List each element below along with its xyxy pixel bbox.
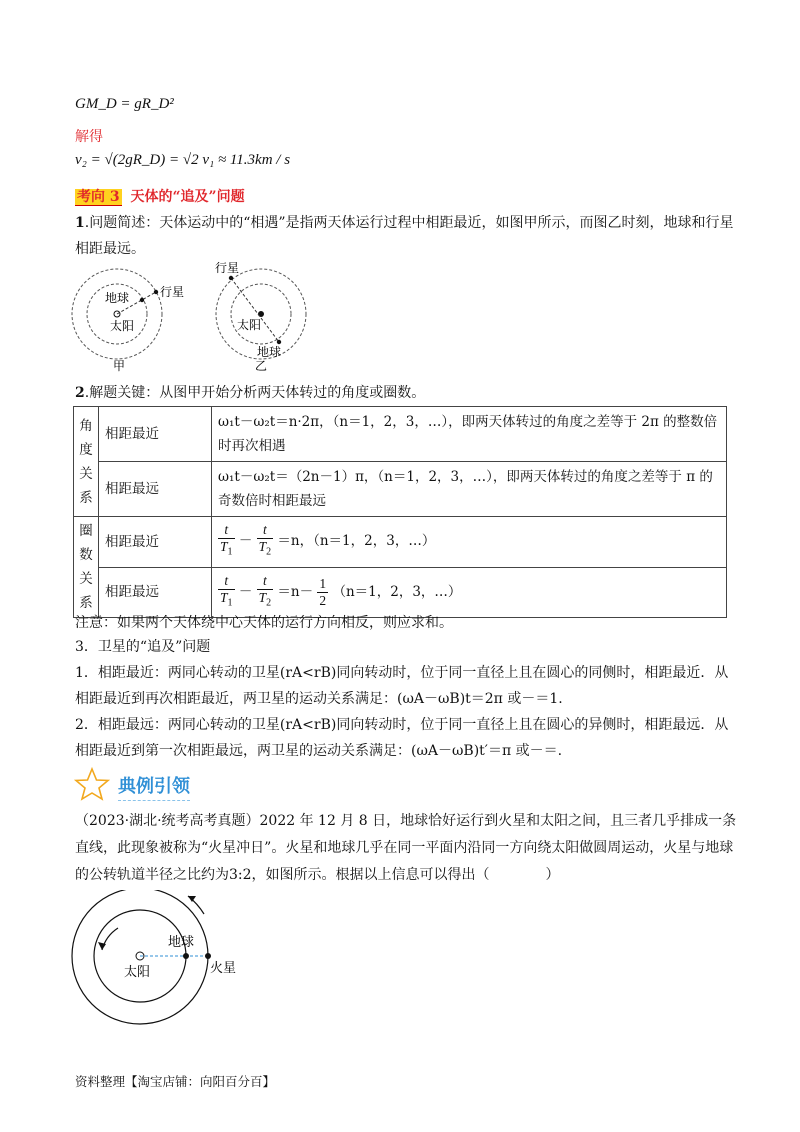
earth-label-yi: 地球 — [257, 345, 282, 359]
frac-sub: 2 — [266, 597, 272, 609]
relation-table — [73, 406, 727, 618]
frac-sub: 1 — [227, 547, 233, 559]
row-label: 相距最远 — [99, 462, 212, 517]
frac-sub: 2 — [266, 547, 272, 559]
earth-marker — [183, 953, 189, 959]
paragraph-problem-intro — [75, 210, 740, 262]
frac-den — [218, 590, 235, 612]
fraction-half — [317, 576, 328, 609]
row-content-text: （n＝1，2，3，…） — [332, 583, 462, 600]
example-title: 典例引领 — [118, 772, 190, 801]
row-label: 相距最近 — [99, 517, 212, 568]
planet-dot-jia — [154, 290, 158, 294]
satellite-nearest: 1．相距最近：两同心转动的卫星(rA<rB)同向转动时，位于同一直径上且在圆心的同侧时，相距最近．从相距最近到再次相距最近，两卫星的运动关系满足：(ωA－ωB)t＝2π 或－＝1. — [75, 665, 729, 707]
outer-arrow-head — [188, 896, 196, 902]
section-title: 天体的“追及”问题 — [130, 189, 245, 205]
row-content: ω₁t－ω₂t＝n·2π，（n＝1，2，3，…），即两天体转过的角度之差等于 2π 的整数倍时再次相遇 — [212, 407, 727, 462]
row-label: 相距最远 — [99, 567, 212, 618]
mars-label: 火星 — [210, 961, 237, 976]
question-text: （2023·湖北·统考高考真题）2022 年 12 月 8 日，地球恰好运行到火星和太阳之间，且三者几乎排成一条直线，此现象被称为“火星冲日”。火星和地球几乎在同一平面内沿同一方向绕太阳做圆周运动，火星与地球的公转轨道半径之比约为3:2，如图所示。根据以上信息可以得出（ ） — [75, 813, 737, 883]
example-heading — [72, 766, 272, 802]
star-icon — [72, 766, 112, 802]
frac-T: T — [258, 589, 267, 605]
satellite-heading: 3．卫星的“追及”问题 — [75, 639, 211, 655]
row-content-text: ＝n，（n＝1，2，3，…） — [277, 533, 436, 550]
fraction-t-over-T2 — [257, 522, 274, 561]
frac-num: 1 — [319, 575, 327, 591]
para-text: .解题关键：从图甲开始分析两天体转过的角度或圈数。 — [84, 385, 426, 401]
row-label: 相距最近 — [99, 407, 212, 462]
link-line-yi — [231, 278, 279, 342]
frac-den: 2 — [319, 592, 327, 608]
frac-num: t — [257, 573, 274, 590]
formula-gravity: GM_D = gR_D² — [75, 96, 174, 112]
sun-label: 太阳 — [124, 965, 151, 980]
paragraph-key-point — [75, 380, 740, 406]
table-row — [74, 517, 727, 568]
frac-sub: 1 — [227, 597, 233, 609]
caption-yi: 乙 — [255, 359, 268, 373]
earth-label: 地球 — [168, 935, 195, 950]
frac-T: T — [220, 539, 228, 555]
row-content-laps-farthest: $\frac{t}{T_1}$ － $\frac{t}{T_2}$ ＝n－ $\frac{1}{2}$ （n＝1，2，3，…） — [212, 567, 727, 618]
frac-num: t — [218, 522, 235, 539]
figure-jia — [72, 269, 184, 373]
satellite-farthest: 2．相距最远：两同心转动的卫星(rA<rB)同向转动时，位于同一直径上且在圆心的异侧时，相距最远．从相距最近到第一次相距最远，两卫星的运动关系满足：(ωA－ωB)t′＝π 或－＝. — [75, 717, 729, 759]
group-laps: 圈数关系 — [74, 517, 99, 618]
sun-yi — [258, 311, 264, 317]
footer-source: 资料整理【淘宝店铺：向阳百分百】 — [75, 1074, 276, 1089]
figure-mars-opposition — [70, 890, 270, 1065]
note-text: 注意：如果两个天体绕中心天体的运行方向相反，则应求和。 — [75, 615, 453, 631]
row-mid-text: ＝n－ — [277, 583, 314, 600]
planet-label-jia: 行星 — [160, 285, 185, 299]
fraction-t-over-T1 — [218, 522, 235, 561]
table-row — [74, 407, 727, 462]
frac-den — [257, 539, 274, 561]
frac-T: T — [220, 589, 228, 605]
earth-dot-jia — [140, 298, 144, 302]
figure-yi — [215, 261, 306, 373]
table-row — [74, 462, 727, 517]
inner-rotation-arrow — [102, 928, 118, 950]
para-text: .问题简述：天体运动中的“相遇”是指两天体运行过程中相距最近，如图甲所示，而图乙时刻，地球和行星相距最远。 — [75, 215, 734, 257]
earth-dot-yi — [277, 340, 281, 344]
figure-orbits-jia-yi — [65, 258, 325, 378]
planet-dot-yi — [229, 276, 233, 280]
frac-den — [257, 590, 274, 612]
planet-label-yi: 行星 — [215, 261, 240, 275]
sun-label-yi: 太阳 — [237, 318, 262, 332]
section-heading — [75, 186, 245, 206]
frac-num: t — [257, 522, 274, 539]
sun-label-jia: 太阳 — [110, 319, 135, 333]
fraction-t-over-T2 — [257, 573, 274, 612]
earth-label-jia: 地球 — [105, 291, 130, 305]
section-tag: 考向 3 — [77, 189, 120, 205]
solve-label: 解得 — [75, 129, 103, 145]
para-number: 1 — [75, 215, 85, 231]
formula-velocity: v₂ = √(2gR_D) = √2 v₁ ≈ 11.3km / s — [75, 152, 291, 168]
frac-T: T — [258, 539, 267, 555]
fraction-t-over-T1 — [218, 573, 235, 612]
group-angle: 角度关系 — [74, 407, 99, 517]
row-content: ω₁t－ω₂t＝（2n－1）π，（n＝1，2，3，…），即两天体转过的角度之差等于 π 的奇数倍时相距最远 — [212, 462, 727, 517]
frac-den — [218, 539, 235, 561]
row-content-laps-nearest: $\frac{t}{T_1}$ － $\frac{t}{T_2}$ ＝n，（n＝1，2，3，…） — [212, 517, 727, 568]
caption-jia: 甲 — [113, 359, 126, 373]
frac-num: t — [218, 573, 235, 590]
mars-marker — [205, 953, 211, 959]
para-number: 2 — [75, 385, 85, 401]
